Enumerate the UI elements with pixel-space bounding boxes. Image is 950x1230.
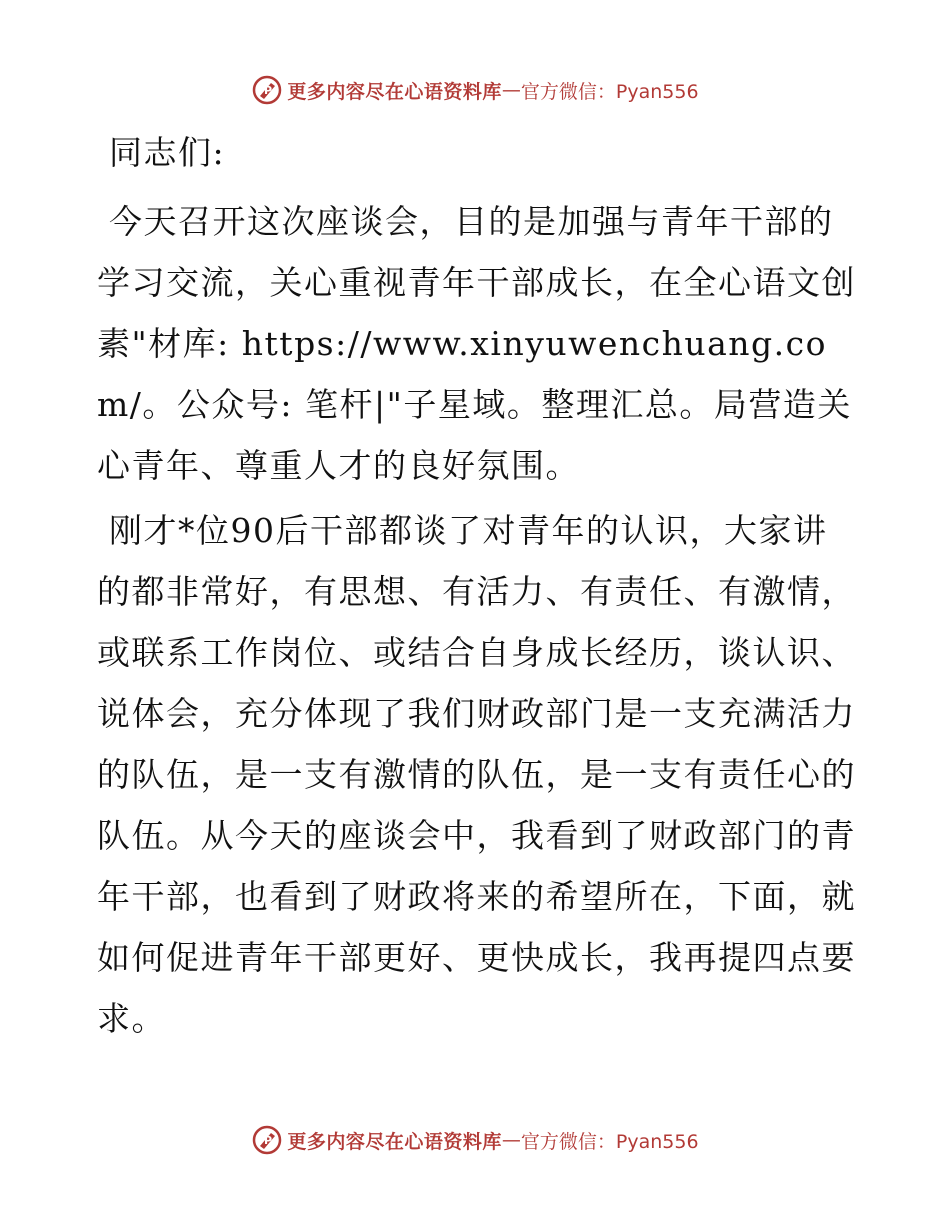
banner-wechat-text: 官方微信：Pyan556 — [520, 80, 699, 103]
svg-text:P: P — [264, 84, 273, 97]
salutation: 同志们: — [109, 133, 226, 172]
pen-logo-icon — [251, 1124, 283, 1156]
document-body — [97, 122, 857, 1053]
banner-dash: — — [501, 79, 521, 101]
paragraph-1: 今天召开这次座谈会，目的是加强与青年干部的学习交流，关心重视青年干部成长，在全心语文创素"材库: https://www.xinyuwenchuang.com/。公众号: 笔杆|"子星域。整理汇总。局营造关心青年、尊重人才的良好氛围。 — [97, 202, 856, 485]
pen-logo-icon — [251, 74, 283, 106]
banner-wechat-text: 官方微信：Pyan556 — [520, 1130, 699, 1153]
banner-main-text: 更多内容尽在心语资料库 — [287, 80, 502, 103]
paragraph-2: 刚才*位90后干部都谈了对青年的认识，大家讲的都非常好，有思想、有活力、有责任、有激情，或联系工作岗位、或结合自身成长经历，谈认识、说体会，充分体现了我们财政部门是一支充满活力的队伍，是一支有激情的队伍，是一支有责任心的队伍。从今天的座谈会中，我看到了财政部门的青年干部，也看到了财政将来的希望所在，下面，就如何促进青年干部更好、更快成长，我再提四点要求。 — [97, 511, 856, 1038]
banner-main-text: 更多内容尽在心语资料库 — [287, 1130, 502, 1153]
svg-text:P: P — [264, 1134, 273, 1147]
header-banner — [0, 70, 950, 110]
banner-dash: — — [501, 1129, 521, 1151]
footer-banner — [0, 1120, 950, 1160]
